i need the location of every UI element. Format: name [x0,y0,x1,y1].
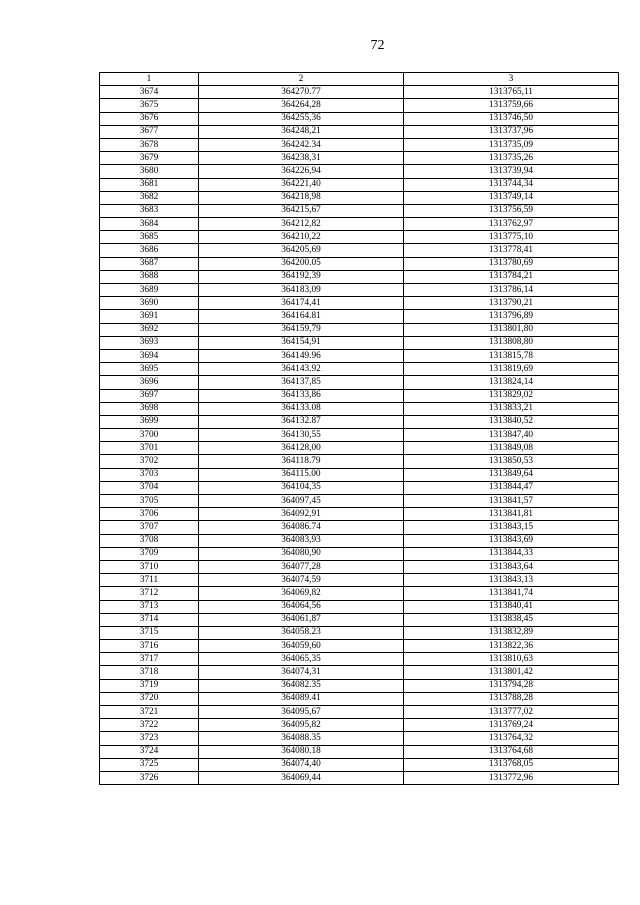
table-row [100,349,619,362]
point-number-cell: 3726 [100,771,199,784]
table-row [100,679,619,692]
y-coordinate-cell: 1313844,33 [404,547,619,560]
x-coordinate-cell: 364095,82 [199,719,404,732]
x-coordinate-cell: 364270.77 [199,86,404,99]
x-coordinate-cell: 364221,40 [199,178,404,191]
point-number-cell: 3680 [100,165,199,178]
table-row [100,758,619,771]
x-coordinate-cell: 364082.35 [199,679,404,692]
point-number-cell: 3685 [100,231,199,244]
x-coordinate-cell: 364065,35 [199,653,404,666]
point-number-cell: 3709 [100,547,199,560]
table-row [100,323,619,336]
point-number-cell: 3675 [100,99,199,112]
y-coordinate-cell: 1313840,52 [404,415,619,428]
y-coordinate-cell: 1313850,53 [404,455,619,468]
y-coordinate-cell: 1313843,69 [404,534,619,547]
point-number-cell: 3706 [100,508,199,521]
x-coordinate-cell: 364104,35 [199,481,404,494]
point-number-cell: 3686 [100,244,199,257]
y-coordinate-cell: 1313841,57 [404,495,619,508]
table-row [100,442,619,455]
table-row [100,389,619,402]
table-row [100,415,619,428]
point-number-cell: 3689 [100,284,199,297]
y-coordinate-cell: 1313841,74 [404,587,619,600]
x-coordinate-cell: 364088.35 [199,732,404,745]
x-coordinate-cell: 364159,79 [199,323,404,336]
page-number: 72 [370,38,385,53]
y-coordinate-cell: 1313778,41 [404,244,619,257]
x-coordinate-cell: 364069,44 [199,771,404,784]
y-coordinate-cell: 1313841,81 [404,508,619,521]
point-number-cell: 3696 [100,376,199,389]
point-number-cell: 3701 [100,442,199,455]
point-number-cell: 3716 [100,640,199,653]
point-number-cell: 3676 [100,112,199,125]
y-coordinate-cell: 1313749,14 [404,191,619,204]
y-coordinate-cell: 1313784,21 [404,270,619,283]
x-coordinate-cell: 364226,94 [199,165,404,178]
y-coordinate-cell: 1313777,02 [404,706,619,719]
table-row [100,363,619,376]
y-coordinate-cell: 1313801,80 [404,323,619,336]
table-row [100,257,619,270]
table-row [100,138,619,151]
y-coordinate-cell: 1313801,42 [404,666,619,679]
y-coordinate-cell: 1313786,14 [404,284,619,297]
x-coordinate-cell: 364210,22 [199,231,404,244]
table-row [100,165,619,178]
x-coordinate-cell: 364080,90 [199,547,404,560]
point-number-cell: 3690 [100,297,199,310]
point-number-cell: 3683 [100,204,199,217]
point-number-cell: 3697 [100,389,199,402]
x-coordinate-cell: 364097,45 [199,495,404,508]
y-coordinate-cell: 1313843,15 [404,521,619,534]
table-row [100,508,619,521]
table-row [100,666,619,679]
point-number-cell: 3702 [100,455,199,468]
y-coordinate-cell: 1313765,11 [404,86,619,99]
table-row [100,560,619,573]
y-coordinate-cell: 1313788,28 [404,692,619,705]
table-row [100,640,619,653]
x-coordinate-cell: 364077,28 [199,560,404,573]
point-number-cell: 3677 [100,125,199,138]
point-number-cell: 3703 [100,468,199,481]
point-number-cell: 3694 [100,349,199,362]
y-coordinate-cell: 1313756,59 [404,204,619,217]
table-row [100,521,619,534]
point-number-cell: 3699 [100,415,199,428]
x-coordinate-cell: 364089.41 [199,692,404,705]
point-number-cell: 3708 [100,534,199,547]
y-coordinate-cell: 1313780,69 [404,257,619,270]
x-coordinate-cell: 364205,69 [199,244,404,257]
point-number-cell: 3714 [100,613,199,626]
x-coordinate-cell: 364200.05 [199,257,404,270]
point-number-cell: 3725 [100,758,199,771]
point-number-cell: 3715 [100,626,199,639]
y-coordinate-cell: 1313843,64 [404,560,619,573]
table-row [100,284,619,297]
table-row [100,402,619,415]
table-row [100,152,619,165]
point-number-cell: 3720 [100,692,199,705]
x-coordinate-cell: 364130,55 [199,429,404,442]
x-coordinate-cell: 364118.79 [199,455,404,468]
table-row [100,613,619,626]
point-number-cell: 3712 [100,587,199,600]
y-coordinate-cell: 1313838,45 [404,613,619,626]
x-coordinate-cell: 364095,67 [199,706,404,719]
point-number-cell: 3723 [100,732,199,745]
x-coordinate-cell: 364264,28 [199,99,404,112]
y-coordinate-cell: 1313840,41 [404,600,619,613]
point-number-cell: 3707 [100,521,199,534]
x-coordinate-cell: 364083,93 [199,534,404,547]
table-row [100,626,619,639]
point-number-cell: 3719 [100,679,199,692]
y-coordinate-cell: 1313746,50 [404,112,619,125]
table-row [100,231,619,244]
table-row [100,468,619,481]
table-header-row [100,73,619,86]
table-row [100,732,619,745]
column-header-3: 3 [404,73,619,86]
x-coordinate-cell: 364215,67 [199,204,404,217]
x-coordinate-cell: 364080.18 [199,745,404,758]
y-coordinate-cell: 1313847,40 [404,429,619,442]
point-number-cell: 3682 [100,191,199,204]
x-coordinate-cell: 364218,98 [199,191,404,204]
table-row [100,204,619,217]
point-number-cell: 3693 [100,336,199,349]
point-number-cell: 3679 [100,152,199,165]
x-coordinate-cell: 364061,87 [199,613,404,626]
x-coordinate-cell: 364238,31 [199,152,404,165]
y-coordinate-cell: 1313849,08 [404,442,619,455]
table-row [100,310,619,323]
point-number-cell: 3687 [100,257,199,270]
table-body [100,86,619,785]
point-number-cell: 3700 [100,429,199,442]
table-row [100,125,619,138]
table-row [100,706,619,719]
y-coordinate-cell: 1313775,10 [404,231,619,244]
table-row [100,534,619,547]
x-coordinate-cell: 364074,31 [199,666,404,679]
x-coordinate-cell: 364133.08 [199,402,404,415]
point-number-cell: 3721 [100,706,199,719]
y-coordinate-cell: 1313824,14 [404,376,619,389]
point-number-cell: 3678 [100,138,199,151]
point-number-cell: 3695 [100,363,199,376]
x-coordinate-cell: 364092,91 [199,508,404,521]
table-row [100,218,619,231]
table-row [100,244,619,257]
x-coordinate-cell: 364058.23 [199,626,404,639]
point-number-cell: 3684 [100,218,199,231]
table-row [100,270,619,283]
table-row [100,455,619,468]
y-coordinate-cell: 1313764,68 [404,745,619,758]
point-number-cell: 3722 [100,719,199,732]
table-row [100,297,619,310]
table-row [100,692,619,705]
table-row [100,771,619,784]
y-coordinate-cell: 1313843,13 [404,574,619,587]
table-row [100,587,619,600]
x-coordinate-cell: 364143.92 [199,363,404,376]
y-coordinate-cell: 1313808,80 [404,336,619,349]
point-number-cell: 3710 [100,560,199,573]
x-coordinate-cell: 364074,59 [199,574,404,587]
x-coordinate-cell: 364154,91 [199,336,404,349]
table-row [100,191,619,204]
x-coordinate-cell: 364132.87 [199,415,404,428]
table-row [100,495,619,508]
y-coordinate-cell: 1313762,97 [404,218,619,231]
y-coordinate-cell: 1313819,69 [404,363,619,376]
x-coordinate-cell: 364128,00 [199,442,404,455]
y-coordinate-cell: 1313822,36 [404,640,619,653]
table-row [100,745,619,758]
y-coordinate-cell: 1313764,32 [404,732,619,745]
table-row [100,600,619,613]
x-coordinate-cell: 364074,40 [199,758,404,771]
point-number-cell: 3704 [100,481,199,494]
y-coordinate-cell: 1313849,64 [404,468,619,481]
x-coordinate-cell: 364115.00 [199,468,404,481]
y-coordinate-cell: 1313744,34 [404,178,619,191]
coordinates-table [99,72,619,785]
table-row [100,429,619,442]
table-row [100,86,619,99]
y-coordinate-cell: 1313844,47 [404,481,619,494]
y-coordinate-cell: 1313815,78 [404,349,619,362]
x-coordinate-cell: 364255,36 [199,112,404,125]
table-row [100,653,619,666]
table-row [100,376,619,389]
y-coordinate-cell: 1313768,05 [404,758,619,771]
y-coordinate-cell: 1313810,63 [404,653,619,666]
point-number-cell: 3691 [100,310,199,323]
x-coordinate-cell: 364164.81 [199,310,404,323]
x-coordinate-cell: 364064,56 [199,600,404,613]
y-coordinate-cell: 1313796,89 [404,310,619,323]
y-coordinate-cell: 1313772,96 [404,771,619,784]
table-row [100,112,619,125]
y-coordinate-cell: 1313735,26 [404,152,619,165]
y-coordinate-cell: 1313790,21 [404,297,619,310]
y-coordinate-cell: 1313735,09 [404,138,619,151]
point-number-cell: 3713 [100,600,199,613]
point-number-cell: 3692 [100,323,199,336]
y-coordinate-cell: 1313794,28 [404,679,619,692]
point-number-cell: 3724 [100,745,199,758]
point-number-cell: 3688 [100,270,199,283]
point-number-cell: 3705 [100,495,199,508]
table-row [100,178,619,191]
x-coordinate-cell: 364086.74 [199,521,404,534]
x-coordinate-cell: 364212,82 [199,218,404,231]
point-number-cell: 3717 [100,653,199,666]
table-row [100,481,619,494]
x-coordinate-cell: 364248,21 [199,125,404,138]
x-coordinate-cell: 364059,60 [199,640,404,653]
x-coordinate-cell: 364137,85 [199,376,404,389]
y-coordinate-cell: 1313737,96 [404,125,619,138]
table-row [100,336,619,349]
table-row [100,574,619,587]
y-coordinate-cell: 1313829,02 [404,389,619,402]
x-coordinate-cell: 364133,86 [199,389,404,402]
point-number-cell: 3698 [100,402,199,415]
x-coordinate-cell: 364183,09 [199,284,404,297]
x-coordinate-cell: 364149.96 [199,349,404,362]
point-number-cell: 3718 [100,666,199,679]
y-coordinate-cell: 1313832,89 [404,626,619,639]
x-coordinate-cell: 364174,41 [199,297,404,310]
y-coordinate-cell: 1313739,94 [404,165,619,178]
table-row [100,547,619,560]
y-coordinate-cell: 1313833,21 [404,402,619,415]
y-coordinate-cell: 1313769,24 [404,719,619,732]
point-number-cell: 3711 [100,574,199,587]
table-row [100,719,619,732]
column-header-2: 2 [199,73,404,86]
point-number-cell: 3674 [100,86,199,99]
x-coordinate-cell: 364192,39 [199,270,404,283]
y-coordinate-cell: 1313759,66 [404,99,619,112]
table-row [100,99,619,112]
column-header-1: 1 [100,73,199,86]
point-number-cell: 3681 [100,178,199,191]
x-coordinate-cell: 364242.34 [199,138,404,151]
x-coordinate-cell: 364069,82 [199,587,404,600]
